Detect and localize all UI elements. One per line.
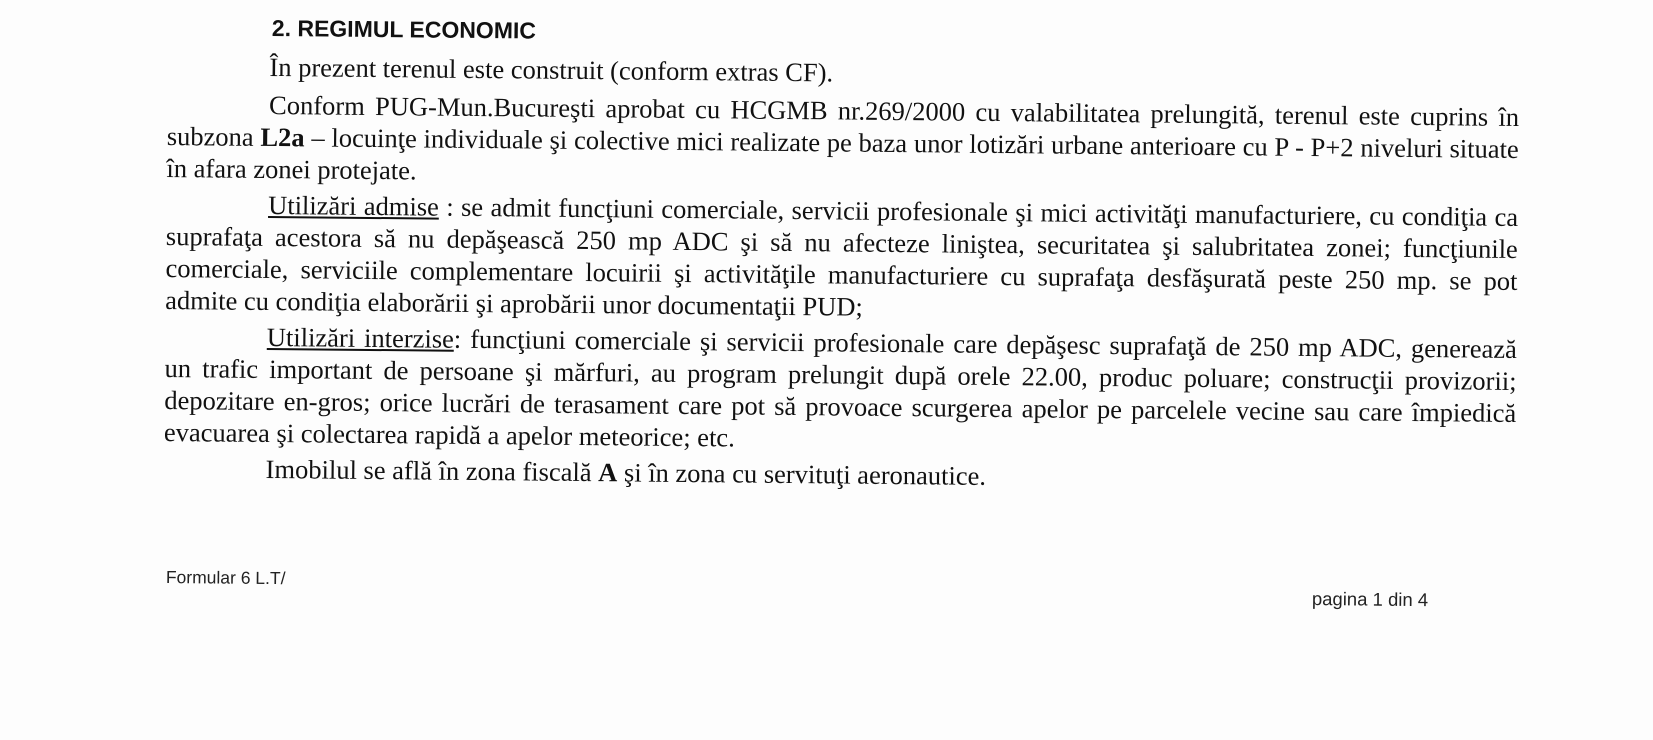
fiscal-zone-code: A (598, 457, 618, 488)
paragraph-current-state: În prezent terenul este construit (conform extras CF). (269, 51, 834, 88)
form-number: Formular 6 L.T/ (165, 567, 286, 589)
section-heading: 2. REGIMUL ECONOMIC (271, 14, 537, 44)
paragraph-pug-zoning (166, 88, 1519, 197)
permitted-uses-text: : se admit funcţiuni comerciale, servicii profesionale şi mici activităţi manufacturiere, cu condiţia ca suprafaţa acestora să nu depăşească 250 mp ADC şi să nu afecteze liniştea, securitatea şi salubritatea zonei; funcţiunile comerciale, serviciile complementare locuirii şi activităţile manufacturiere cu suprafaţa desfăşurată peste 250 mp. se pot admite cu condiţia elaborării şi aprobării unor documentaţii PUD; (165, 191, 1519, 322)
fiscal-text-before: Imobilul se află în zona fiscală (265, 453, 599, 488)
page-number: pagina 1 din 4 (1311, 588, 1429, 611)
fiscal-text-after: şi în zona cu servituţi aeronautice. (617, 457, 987, 491)
paragraph-permitted-uses (165, 188, 1518, 329)
zone-code: L2a (260, 121, 305, 153)
forbidden-uses-text: : funcţiuni comerciale şi servicii profesionale care depăşesc suprafaţă de 250 mp ADC, generează un trafic important de persoane şi mărfuri, au program prelungit după orele 22.00, produc poluare; construcţii provizorii; depozitare en-gros; orice lucrări de terasament care pot să provoace scurgerea apelor pe parcelele vecine sau care împiedică evacuarea şi colectarea rapidă a apelor meteorice; etc. (163, 323, 1517, 453)
pug-text-before: Conform PUG-Mun.Bucureşti aprobat cu HCGMB nr.269/2000 cu valabilitatea prelungită, terenul este cuprins în subzona (166, 89, 1520, 152)
permitted-uses-label: Utilizări admise (268, 189, 440, 222)
paragraph-forbidden-uses (164, 320, 1517, 461)
document-body (163, 12, 1520, 501)
forbidden-uses-label: Utilizări interzise (266, 321, 455, 354)
pug-text-after: – locuinţe individuale şi colective mici realizate pe baza unor lotizări urbane anterioare cu P - P+2 niveluri situate în afara zonei protejate. (166, 122, 1519, 186)
